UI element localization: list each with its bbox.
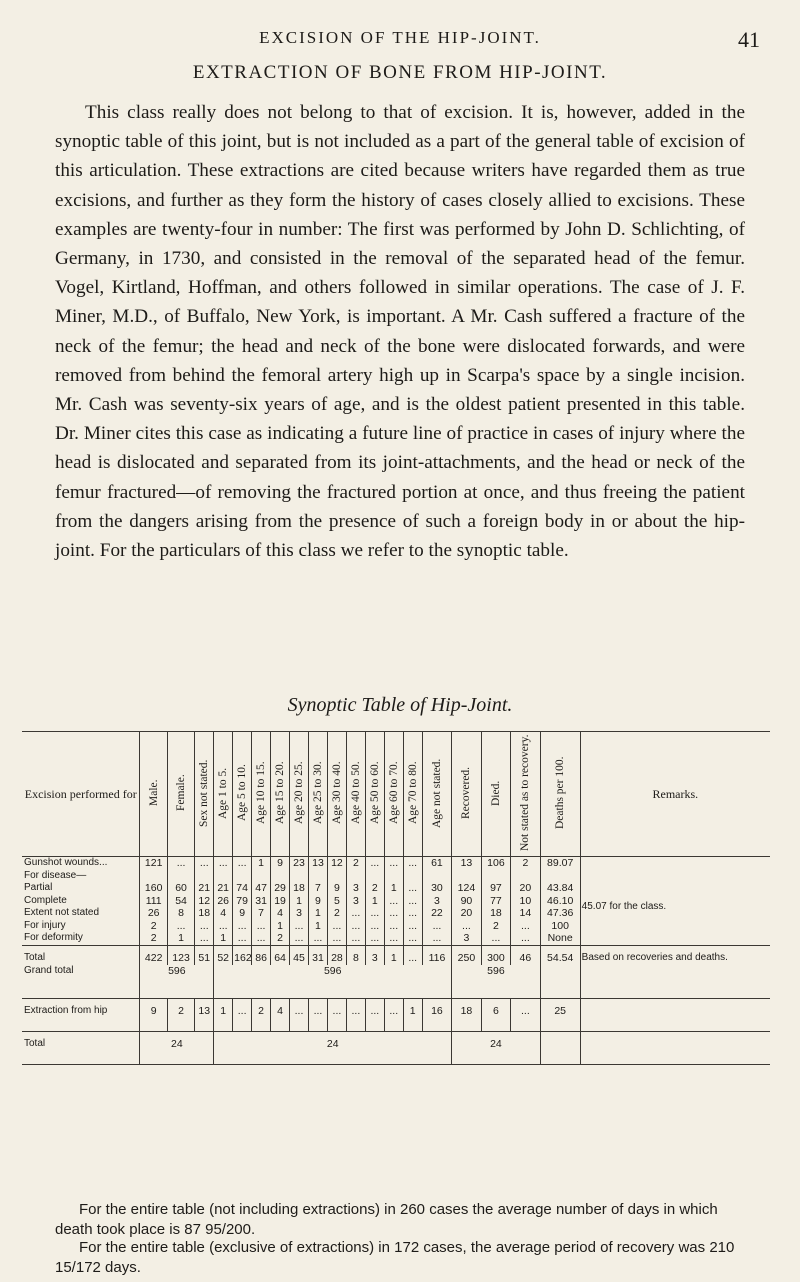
table-cell: 90	[452, 895, 481, 908]
header-male: Male.	[147, 779, 160, 806]
table-cell: ...	[290, 932, 309, 945]
table-cell: ...	[384, 895, 403, 908]
table-cell: 2	[365, 882, 384, 895]
row-label: For disease—	[24, 869, 87, 881]
table-cell: ...	[403, 945, 422, 965]
table-cell: ...	[290, 920, 309, 933]
table-cell: ...	[422, 932, 451, 945]
running-head: EXCISION OF THE HIP-JOINT.	[259, 28, 541, 47]
table-cell: ...	[308, 998, 327, 1031]
header-age-5-10: Age 5 to 10.	[236, 764, 249, 821]
table-cell: 3	[346, 895, 365, 908]
table-cell: 160	[140, 882, 167, 895]
table-cell: ...	[481, 932, 510, 945]
body-paragraph: This class really does not belong to that of excision. It is, however, added in the synoptic table of this joint, but is not included as a part of the general table of excision of this articulation. These extractions are cited because writers have regarded them as true excisions, and further as they form the history of cases closely allied to excisions. These examples are twenty-four in number: The first was performed by John D. Schlichting, of Germany, in 1730, and consisted in the removal of the separated head of the femur. Vogel, Kirtland, Hoffman, and others followed in similar operations. The case of J. F. Miner, M.D., of Buffalo, New York, is important. A Mr. Cash suffered a fracture of the neck of the femur; the head and neck of the bone were dislocated forwards, and were removed from behind the femoral artery high up in Scarpa's space by a single incision. Mr. Cash was seventy-six years of age, and is the oldest patient presented in this table. Dr. Miner cites this case as indicating a future line of practice in cases of injury where the head is dislocated and separated from its joint-attachments, and the head or neck of the femur fractured—of removing the fractured portion at once, and thus freeing the patient from the dangers arising from the presence of such a foreign body in or about the hip-joint. For the particulars of this class we refer to the synoptic table.	[55, 102, 745, 562]
table-cell: 31	[308, 945, 327, 965]
table-cell: 1	[290, 895, 309, 908]
table-cell: 1	[252, 857, 271, 870]
table-cell: 2	[481, 920, 510, 933]
table-cell: 18	[195, 907, 214, 920]
table-cell: 8	[346, 945, 365, 965]
table-cell: 2	[167, 998, 194, 1031]
table-cell: 7	[308, 882, 327, 895]
table-cell: ...	[252, 920, 271, 933]
table-cell: ...	[233, 920, 252, 933]
table-cell: 28	[327, 945, 346, 965]
table-cell: 74	[233, 882, 252, 895]
table-cell: ...	[365, 932, 384, 945]
table-cell: 250	[452, 945, 481, 965]
table-cell: ...	[346, 920, 365, 933]
table-cell: 31	[252, 895, 271, 908]
table-cell: 26	[140, 907, 167, 920]
table-cell: ...	[252, 932, 271, 945]
table-cell: ...	[403, 920, 422, 933]
table-cell: None	[540, 932, 580, 945]
table-cell: 77	[481, 895, 510, 908]
header-age-not-stated: Age not stated.	[430, 757, 443, 828]
row-label: For injury	[24, 919, 66, 931]
table-cell: ...	[195, 932, 214, 945]
table-cell: ...	[384, 998, 403, 1031]
table-cell: 16	[422, 998, 451, 1031]
table-cell: 1	[214, 932, 233, 945]
table-header-row	[22, 732, 770, 857]
table-cell: 1	[384, 882, 403, 895]
table-cell: ...	[195, 920, 214, 933]
header-remarks: Remarks.	[580, 732, 770, 857]
header-died: Died.	[489, 779, 502, 806]
table-cell: ...	[403, 907, 422, 920]
header-excision: Excision performed for	[22, 732, 140, 857]
table-cell: 97	[481, 882, 510, 895]
table-cell: 45	[290, 945, 309, 965]
table-cell: 89.07	[540, 857, 580, 870]
table-cell: 7	[252, 907, 271, 920]
table-cell: 8	[167, 907, 194, 920]
table-cell: 20	[511, 882, 540, 895]
outcome-total-cell: 596	[452, 965, 540, 998]
table-cell: 47.36	[540, 907, 580, 920]
table-cell: 2	[346, 857, 365, 870]
table-cell: 9	[271, 857, 290, 870]
table-cell: 19	[271, 895, 290, 908]
table-cell: ...	[327, 998, 346, 1031]
row-label: Extent not stated	[24, 907, 100, 918]
sex-total-cell: 24	[140, 1031, 214, 1064]
table-cell: 21	[214, 882, 233, 895]
table-cell: ...	[384, 907, 403, 920]
table-cell: 422	[140, 945, 167, 965]
sex-total-cell: 596	[140, 965, 214, 998]
table-cell: 29	[271, 882, 290, 895]
age-total-cell: 596	[214, 965, 452, 998]
table-cell: 86	[252, 945, 271, 965]
table-cell: ...	[233, 857, 252, 870]
table-row	[22, 857, 770, 870]
header-age-10-15: Age 10 to 15.	[255, 761, 268, 824]
table-cell: 1	[308, 907, 327, 920]
table-cell: 13	[195, 998, 214, 1031]
table-row-extraction-total	[22, 1031, 770, 1064]
table-cell: ...	[214, 920, 233, 933]
table-cell: 5	[327, 895, 346, 908]
table-cell: 22	[422, 907, 451, 920]
table-cell: ...	[403, 932, 422, 945]
table-cell: 162	[233, 945, 252, 965]
section-title: EXTRACTION OF BONE FROM HIP-JOINT.	[192, 62, 608, 83]
table-cell: 2	[140, 920, 167, 933]
table-cell: 1	[308, 920, 327, 933]
table-cell: 10	[511, 895, 540, 908]
row-label: Extraction from hip	[22, 998, 140, 1031]
table-cell: 3	[452, 932, 481, 945]
table-cell: ...	[346, 907, 365, 920]
row-label: Total	[22, 1031, 140, 1064]
table-cell: ...	[346, 932, 365, 945]
table-cell: 9	[308, 895, 327, 908]
table-cell: 1	[271, 920, 290, 933]
footnote-recovery: For the entire table (exclusive of extractions) in 172 cases, the average period of recovery was 210 15/172 days.	[55, 1239, 735, 1276]
header-age-60-70: Age 60 to 70.	[387, 761, 400, 824]
table-cell: 18	[481, 907, 510, 920]
table-cell: 14	[511, 907, 540, 920]
table-cell: 21	[195, 882, 214, 895]
table-cell: 3	[346, 882, 365, 895]
table-cell: 116	[422, 945, 451, 965]
table-cell: ...	[384, 920, 403, 933]
table-cell: 300	[481, 945, 510, 965]
table-cell: ...	[365, 998, 384, 1031]
table-cell: 54	[167, 895, 194, 908]
age-total-cell: 24	[214, 1031, 452, 1064]
table-cell: 18	[290, 882, 309, 895]
header-recovered: Recovered.	[460, 766, 473, 819]
header-age-20-25: Age 20 to 25.	[293, 761, 305, 824]
table-cell: 100	[540, 920, 580, 933]
header-female: Female.	[175, 774, 188, 811]
table-cell: 3	[422, 895, 451, 908]
table-cell: ...	[233, 932, 252, 945]
header-sex-not-stated: Sex not stated.	[198, 758, 211, 827]
table-cell: 124	[452, 882, 481, 895]
header-age-50-60: Age 50 to 60.	[368, 761, 381, 824]
table-cell: 3	[365, 945, 384, 965]
table-cell: 9	[327, 882, 346, 895]
table-cell: 1	[214, 998, 233, 1031]
table-cell: 9	[140, 998, 167, 1031]
table-cell: 1	[365, 895, 384, 908]
table-cell: ...	[214, 857, 233, 870]
header-deaths-per-100: Deaths per 100.	[554, 756, 567, 829]
table-title: Synoptic Table of Hip-Joint.	[287, 694, 513, 716]
outcome-total-cell: 24	[452, 1031, 540, 1064]
table-cell: ...	[308, 932, 327, 945]
row-label: Gunshot wounds...	[24, 857, 108, 868]
table-cell: 1	[167, 932, 194, 945]
table-cell: ...	[195, 857, 214, 870]
header-age-1-5: Age 1 to 5.	[217, 766, 230, 819]
table-cell: 20	[452, 907, 481, 920]
table-cell: 46.10	[540, 895, 580, 908]
table-cell: 4	[271, 998, 290, 1031]
header-age-40-50: Age 40 to 50.	[349, 761, 362, 824]
table-cell: ...	[511, 998, 540, 1031]
table-cell: 123	[167, 945, 194, 965]
table-cell: 47	[252, 882, 271, 895]
table-cell: 2	[511, 857, 540, 870]
table-cell: 25	[540, 998, 580, 1031]
row-label: Total	[22, 945, 140, 965]
table-cell: 60	[167, 882, 194, 895]
table-cell: 61	[422, 857, 451, 870]
table-cell: ...	[167, 857, 194, 870]
table-cell: ...	[346, 998, 365, 1031]
table-cell: 2	[271, 932, 290, 945]
table-cell: ...	[403, 895, 422, 908]
header-age-30-40: Age 30 to 40.	[330, 761, 343, 824]
table-cell: 2	[252, 998, 271, 1031]
row-label: Grand total	[22, 965, 140, 998]
table-cell: ...	[327, 932, 346, 945]
table-cell: 2	[327, 907, 346, 920]
table-cell: 13	[308, 857, 327, 870]
table-cell: ...	[511, 920, 540, 933]
table-cell: 18	[452, 998, 481, 1031]
table-cell: 26	[214, 895, 233, 908]
table-cell: ...	[403, 857, 422, 870]
table-cell: ...	[365, 907, 384, 920]
row-label: Complete	[24, 894, 67, 906]
table-cell: 52	[214, 945, 233, 965]
table-cell: ...	[167, 920, 194, 933]
table-cell: ...	[233, 998, 252, 1031]
table-cell: 64	[271, 945, 290, 965]
table-row	[22, 870, 770, 883]
table-cell: ...	[365, 920, 384, 933]
row-label: For deformity	[22, 932, 140, 945]
table-cell: 46	[511, 945, 540, 965]
table-cell: ...	[403, 882, 422, 895]
table-cell: 23	[290, 857, 309, 870]
table-cell: ...	[422, 920, 451, 933]
header-age-15-20: Age 15 to 20.	[274, 761, 287, 824]
table-row-total	[22, 945, 770, 965]
table-cell: 12	[327, 857, 346, 870]
table-cell: 1	[403, 998, 422, 1031]
table-cell: 6	[481, 998, 510, 1031]
table-cell: ...	[327, 920, 346, 933]
table-cell: 121	[140, 857, 167, 870]
table-cell: 43.84	[540, 882, 580, 895]
header-age-70-80: Age 70 to 80.	[406, 761, 419, 824]
table-cell: 4	[214, 907, 233, 920]
table-cell: 13	[452, 857, 481, 870]
table-cell: 111	[140, 895, 167, 908]
table-cell: 4	[271, 907, 290, 920]
table-cell: 2	[140, 932, 167, 945]
table-cell: 51	[195, 945, 214, 965]
table-cell: 9	[233, 907, 252, 920]
table-cell: 106	[481, 857, 510, 870]
remarks-cell	[580, 857, 770, 870]
remarks-total: Based on recoveries and deaths.	[580, 945, 770, 998]
synoptic-table	[22, 731, 770, 1065]
table-row-extraction	[22, 998, 770, 1031]
table-cell: ...	[290, 998, 309, 1031]
header-not-stated-recovery: Not stated as to recovery.	[519, 734, 532, 851]
header-age-25-30: Age 25 to 30.	[311, 761, 324, 824]
page-number: 41	[738, 27, 760, 52]
table-cell: 79	[233, 895, 252, 908]
table-cell: ...	[365, 857, 384, 870]
table-cell: 1	[384, 945, 403, 965]
table-cell: 54.54	[540, 945, 580, 965]
table-cell: ...	[384, 932, 403, 945]
table-cell: 3	[290, 907, 309, 920]
remarks-disease: 45.07 for the class.	[580, 870, 770, 946]
table-cell: ...	[511, 932, 540, 945]
table-cell: 12	[195, 895, 214, 908]
footnote-deaths: For the entire table (not including extractions) in 260 cases the average number of days in which death took place is 87 95/200.	[55, 1201, 718, 1238]
table-cell: ...	[384, 857, 403, 870]
table-cell: ...	[452, 920, 481, 933]
table-cell: 30	[422, 882, 451, 895]
row-label: Partial	[24, 882, 53, 893]
